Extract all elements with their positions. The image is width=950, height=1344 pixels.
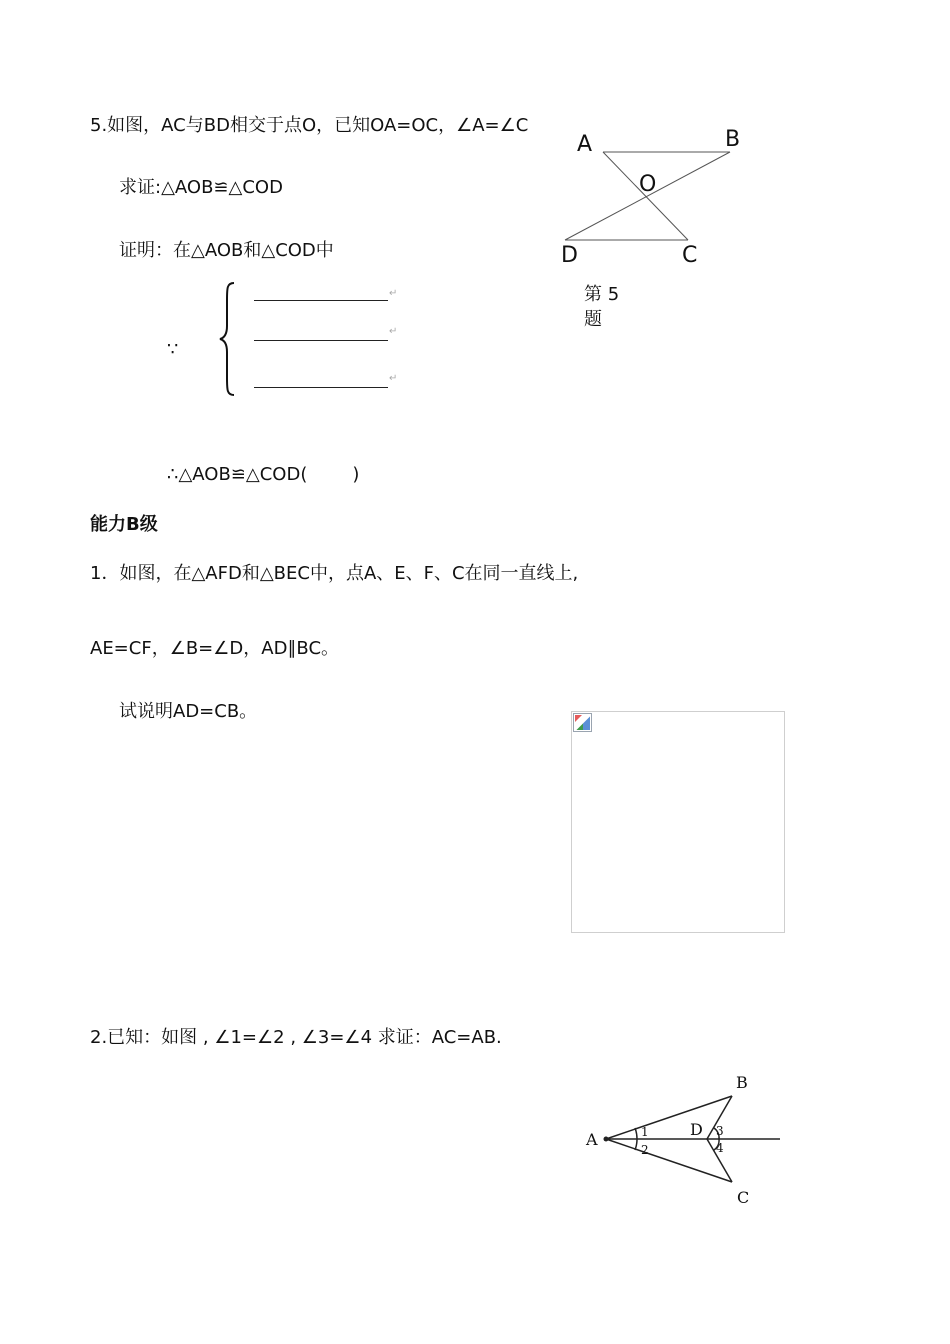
q5-figure-caption-2: 题 — [584, 309, 602, 330]
paragraph-mark-icon: ↵ — [389, 373, 398, 384]
segment-ac — [606, 1139, 732, 1182]
answer-blank-3[interactable] — [254, 387, 388, 388]
answer-blank-1[interactable] — [254, 300, 388, 301]
broken-image-placeholder — [571, 711, 785, 933]
point-o-label: O — [639, 172, 657, 197]
left-brace — [218, 280, 238, 398]
q5-figure — [555, 120, 775, 275]
point-a-dot — [604, 1137, 609, 1142]
q5-figure-caption-1: 第 5 — [584, 284, 620, 305]
point-c-label: C — [682, 243, 698, 268]
answer-blank-2[interactable] — [254, 340, 388, 341]
b2-stem: 2.已知：如图 , ∠1=∠2 , ∠3=∠4 求证：AC=AB. — [90, 1027, 502, 1048]
b1-stem-line2: AE=CF，∠B=∠D，AD∥BC。 — [90, 638, 340, 659]
angle-1-arc — [635, 1128, 637, 1139]
b1-stem-line1: 1．如图，在△AFD和△BEC中，点A、E、F、C在同一直线上, — [90, 563, 579, 584]
angle-1-label: 1 — [641, 1125, 649, 1139]
point-b-label: B — [736, 1073, 748, 1092]
q5-conclusion — [167, 464, 359, 486]
q5-proof-intro: 证明：在△AOB和△COD中 — [119, 240, 334, 261]
point-a-label: A — [586, 1130, 598, 1149]
point-d-label: D — [690, 1120, 703, 1139]
point-c-label: C — [737, 1188, 750, 1207]
b1-ask: 试说明AD=CB。 — [119, 701, 258, 722]
q5-conclusion-close: ) — [352, 464, 360, 485]
angle-2-arc — [635, 1139, 637, 1150]
point-d-label: D — [561, 243, 578, 268]
paragraph-mark-icon: ↵ — [389, 288, 398, 299]
segment-ab — [606, 1096, 732, 1139]
angle-3-label: 3 — [716, 1124, 724, 1138]
broken-image-icon — [572, 712, 594, 734]
angle-2-label: 2 — [641, 1143, 649, 1157]
point-a-label: A — [577, 132, 593, 157]
q5-prove-statement: 求证:△AOB≌△COD — [119, 177, 283, 198]
section-heading-level-b: 能力B级 — [90, 514, 158, 535]
angle-4-label: 4 — [716, 1141, 724, 1155]
because-symbol: ∵ — [167, 339, 179, 360]
paragraph-mark-icon: ↵ — [389, 326, 398, 337]
q5-stem: 5.如图，AC与BD相交于点O，已知OA=OC，∠A=∠C — [90, 115, 529, 136]
b2-figure — [580, 1068, 790, 1218]
point-b-label: B — [725, 127, 741, 152]
q5-conclusion-text: ∴△AOB≌△COD( — [167, 464, 308, 485]
